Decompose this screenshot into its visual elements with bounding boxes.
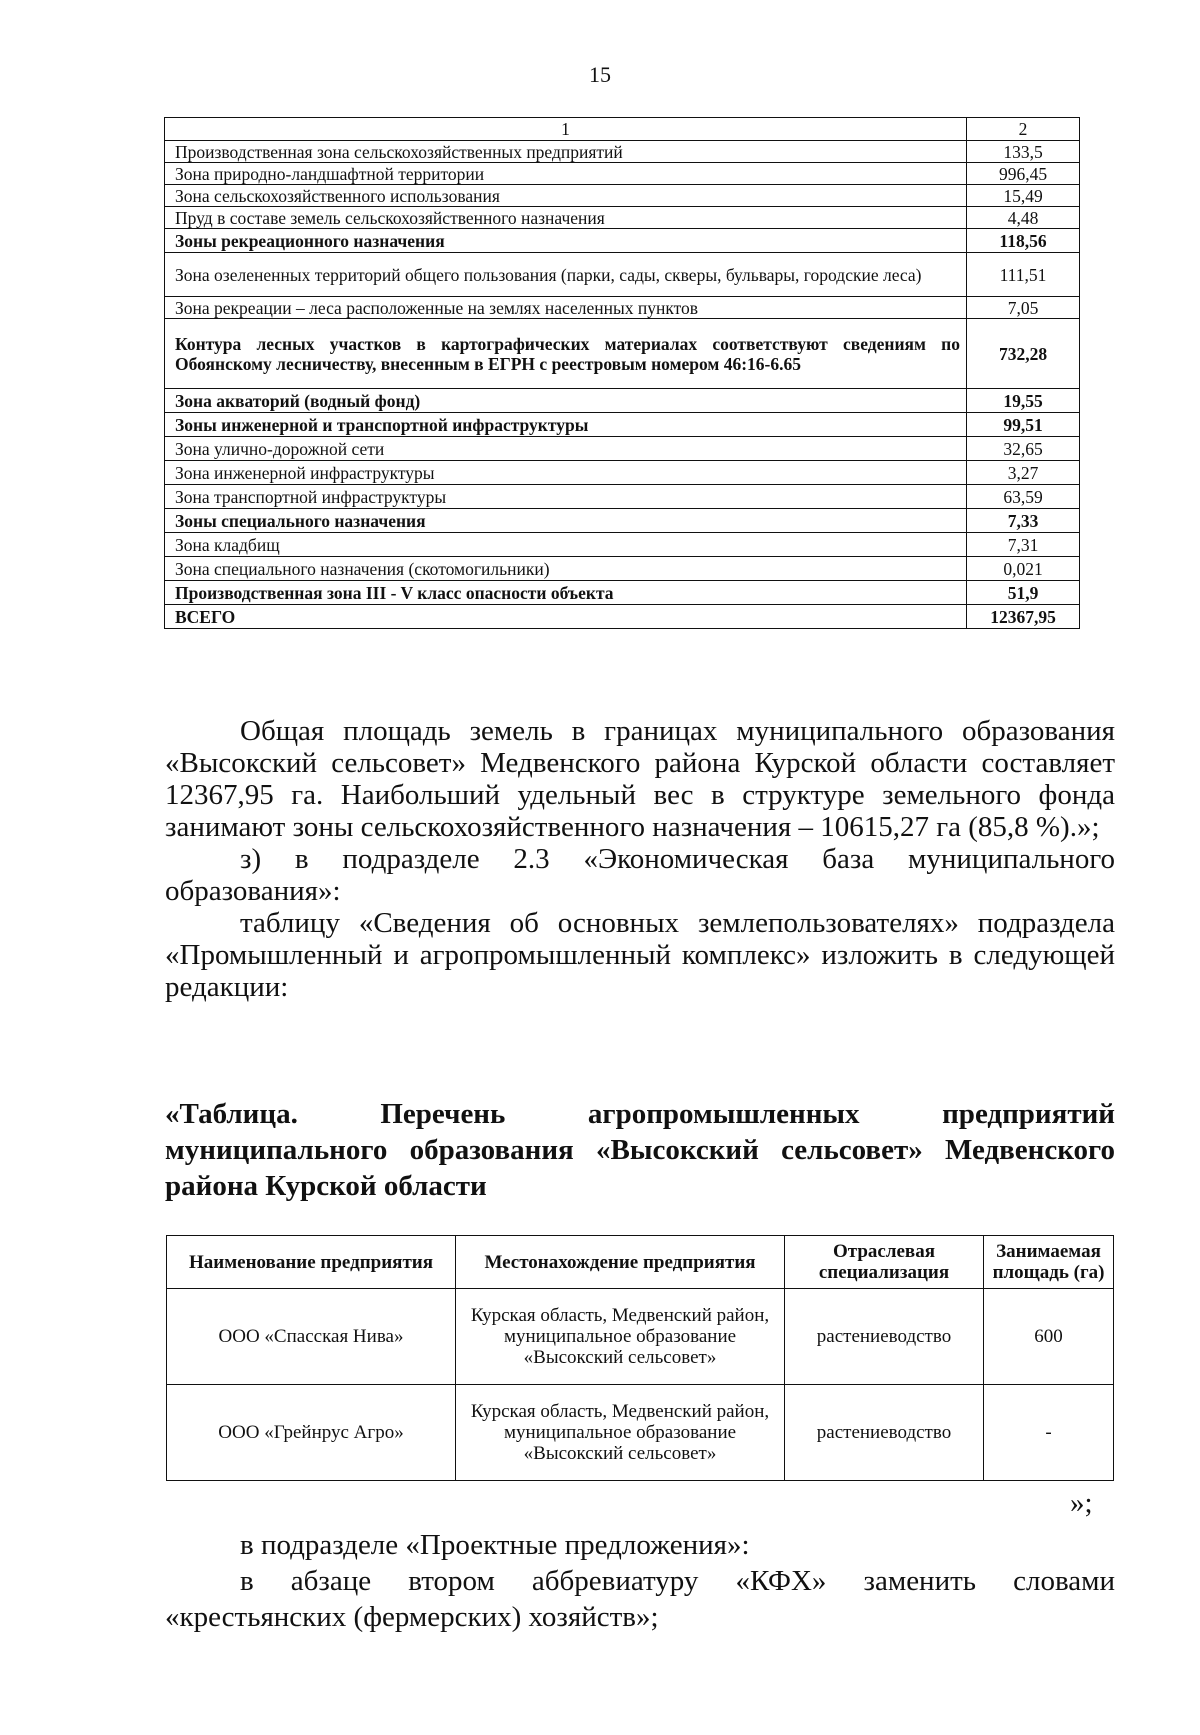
table-row xyxy=(165,413,1080,437)
zone-area: 19,55 xyxy=(967,389,1080,413)
table-row xyxy=(165,297,1080,319)
zone-name: Производственная зона сельскохозяйственных предприятий xyxy=(165,141,967,163)
zone-area: 3,27 xyxy=(967,461,1080,485)
enterprise-area: - xyxy=(984,1385,1114,1481)
zone-name: Зона транспортной инфраструктуры xyxy=(165,485,967,509)
zone-name: Зона инженерной инфраструктуры xyxy=(165,461,967,485)
land-table-header-row xyxy=(165,118,1080,141)
zone-name: Зона кладбищ xyxy=(165,533,967,557)
zone-area: 32,65 xyxy=(967,437,1080,461)
total-label: ВСЕГО xyxy=(165,605,967,629)
zone-name: Зона акваторий (водный фонд) xyxy=(165,389,967,413)
enterprise-name: ООО «Грейнрус Агро» xyxy=(167,1385,456,1481)
page-number: 15 xyxy=(589,62,611,87)
table-heading-text: «Таблица. Перечень агропромышленных предприятий муниципального образования «Высокский сельсовет» Медвенского района Курской области xyxy=(165,1098,1115,1202)
table-row xyxy=(165,319,1080,389)
enterprise-specialization: растениеводство xyxy=(785,1385,984,1481)
zone-area: 133,5 xyxy=(967,141,1080,163)
table-row xyxy=(167,1289,1114,1385)
zone-name: Зона рекреации – леса расположенные на землях населенных пунктов xyxy=(165,297,967,319)
table-row xyxy=(165,557,1080,581)
table-heading xyxy=(165,1096,1115,1204)
zone-area: 4,48 xyxy=(967,207,1080,229)
zone-name: Пруд в составе земель сельскохозяйственного назначения xyxy=(165,207,967,229)
header-specialization: Отраслевая специализация xyxy=(785,1236,984,1289)
table-row xyxy=(165,229,1080,253)
enterprise-specialization: растениеводство xyxy=(785,1289,984,1385)
zone-name: Зона сельскохозяйственного использования xyxy=(165,185,967,207)
table-row xyxy=(165,207,1080,229)
table-row xyxy=(165,185,1080,207)
project-proposals-paragraph: в подразделе «Проектные предложения»: xyxy=(240,1529,750,1561)
header-enterprise-name: Наименование предприятия xyxy=(167,1236,456,1289)
table-row xyxy=(165,437,1080,461)
header-area: Занимаемая площадь (га) xyxy=(984,1236,1114,1289)
zone-name: Производственная зона III - V класс опасности объекта xyxy=(165,581,967,605)
body-text-block xyxy=(165,715,1115,1003)
table-row-total xyxy=(165,605,1080,629)
zone-name: Зона специального назначения (скотомогильники) xyxy=(165,557,967,581)
zone-area: 732,28 xyxy=(967,319,1080,389)
table-row xyxy=(165,163,1080,185)
table-row xyxy=(165,485,1080,509)
zone-area: 118,56 xyxy=(967,229,1080,253)
enterprises-table xyxy=(166,1235,1114,1481)
enterprise-area: 600 xyxy=(984,1289,1114,1385)
closing-quote: »; xyxy=(1070,1487,1093,1519)
zone-area: 63,59 xyxy=(967,485,1080,509)
zone-name: Зоны рекреационного назначения xyxy=(165,229,967,253)
table-row xyxy=(167,1385,1114,1481)
zone-area: 99,51 xyxy=(967,413,1080,437)
enterprise-location: Курская область, Медвенский район, муниципальное образование «Высокский сельсовет» xyxy=(456,1385,785,1481)
table-change-paragraph: таблицу «Сведения об основных землепользователях» подраздела «Промышленный и агропромышленный комплекс» изложить в следующей редакции: xyxy=(165,907,1115,1003)
zone-name: Контура лесных участков в картографических материалах соответствуют сведениям по Обоянскому лесничеству, внесенным в ЕГРН с реестровым номером 46:16-6.65 xyxy=(165,319,967,389)
land-table-header-col-1: 1 xyxy=(165,118,967,141)
table-row xyxy=(165,461,1080,485)
table-row xyxy=(165,389,1080,413)
zone-area: 15,49 xyxy=(967,185,1080,207)
header-enterprise-location: Местонахождение предприятия xyxy=(456,1236,785,1289)
zone-area: 996,45 xyxy=(967,163,1080,185)
zone-name: Зона природно-ландшафтной территории xyxy=(165,163,967,185)
table-row xyxy=(165,253,1080,297)
enterprise-location: Курская область, Медвенский район, муниципальное образование «Высокский сельсовет» xyxy=(456,1289,785,1385)
table-row xyxy=(165,509,1080,533)
table-row xyxy=(165,533,1080,557)
zone-area: 7,05 xyxy=(967,297,1080,319)
zone-area: 7,31 xyxy=(967,533,1080,557)
final-text-block xyxy=(165,1527,1115,1635)
enterprise-name: ООО «Спасская Нива» xyxy=(167,1289,456,1385)
zone-name: Зоны инженерной и транспортной инфраструктуры xyxy=(165,413,967,437)
zone-area: 0,021 xyxy=(967,557,1080,581)
zone-name: Зона озелененных территорий общего пользования (парки, сады, скверы, бульвары, городские леса) xyxy=(165,253,967,297)
land-zones-table xyxy=(164,117,1080,629)
zone-name: Зона улично-дорожной сети xyxy=(165,437,967,461)
table-row xyxy=(165,141,1080,163)
zone-area: 7,33 xyxy=(967,509,1080,533)
paragraph-two-change: в абзаце втором аббревиатуру «КФХ» заменить словами «крестьянских (фермерских) хозяйств»; xyxy=(165,1565,1115,1633)
enterprises-header-row xyxy=(167,1236,1114,1289)
total-area: 12367,95 xyxy=(967,605,1080,629)
subsection-paragraph: з) в подразделе 2.3 «Экономическая база муниципального образования»: xyxy=(165,843,1115,907)
total-area-paragraph: Общая площадь земель в границах муниципального образования «Высокский сельсовет» Медвенского района Курской области составляет 12367,95 га. Наибольший удельный вес в структуре земельного фонда занимают зоны сельскохозяйственного назначения – 10615,27 га (85,8 %).»; xyxy=(165,715,1115,843)
zone-area: 111,51 xyxy=(967,253,1080,297)
land-table-header-col-2: 2 xyxy=(967,118,1080,141)
zone-name: Зоны специального назначения xyxy=(165,509,967,533)
zone-area: 51,9 xyxy=(967,581,1080,605)
table-row xyxy=(165,581,1080,605)
